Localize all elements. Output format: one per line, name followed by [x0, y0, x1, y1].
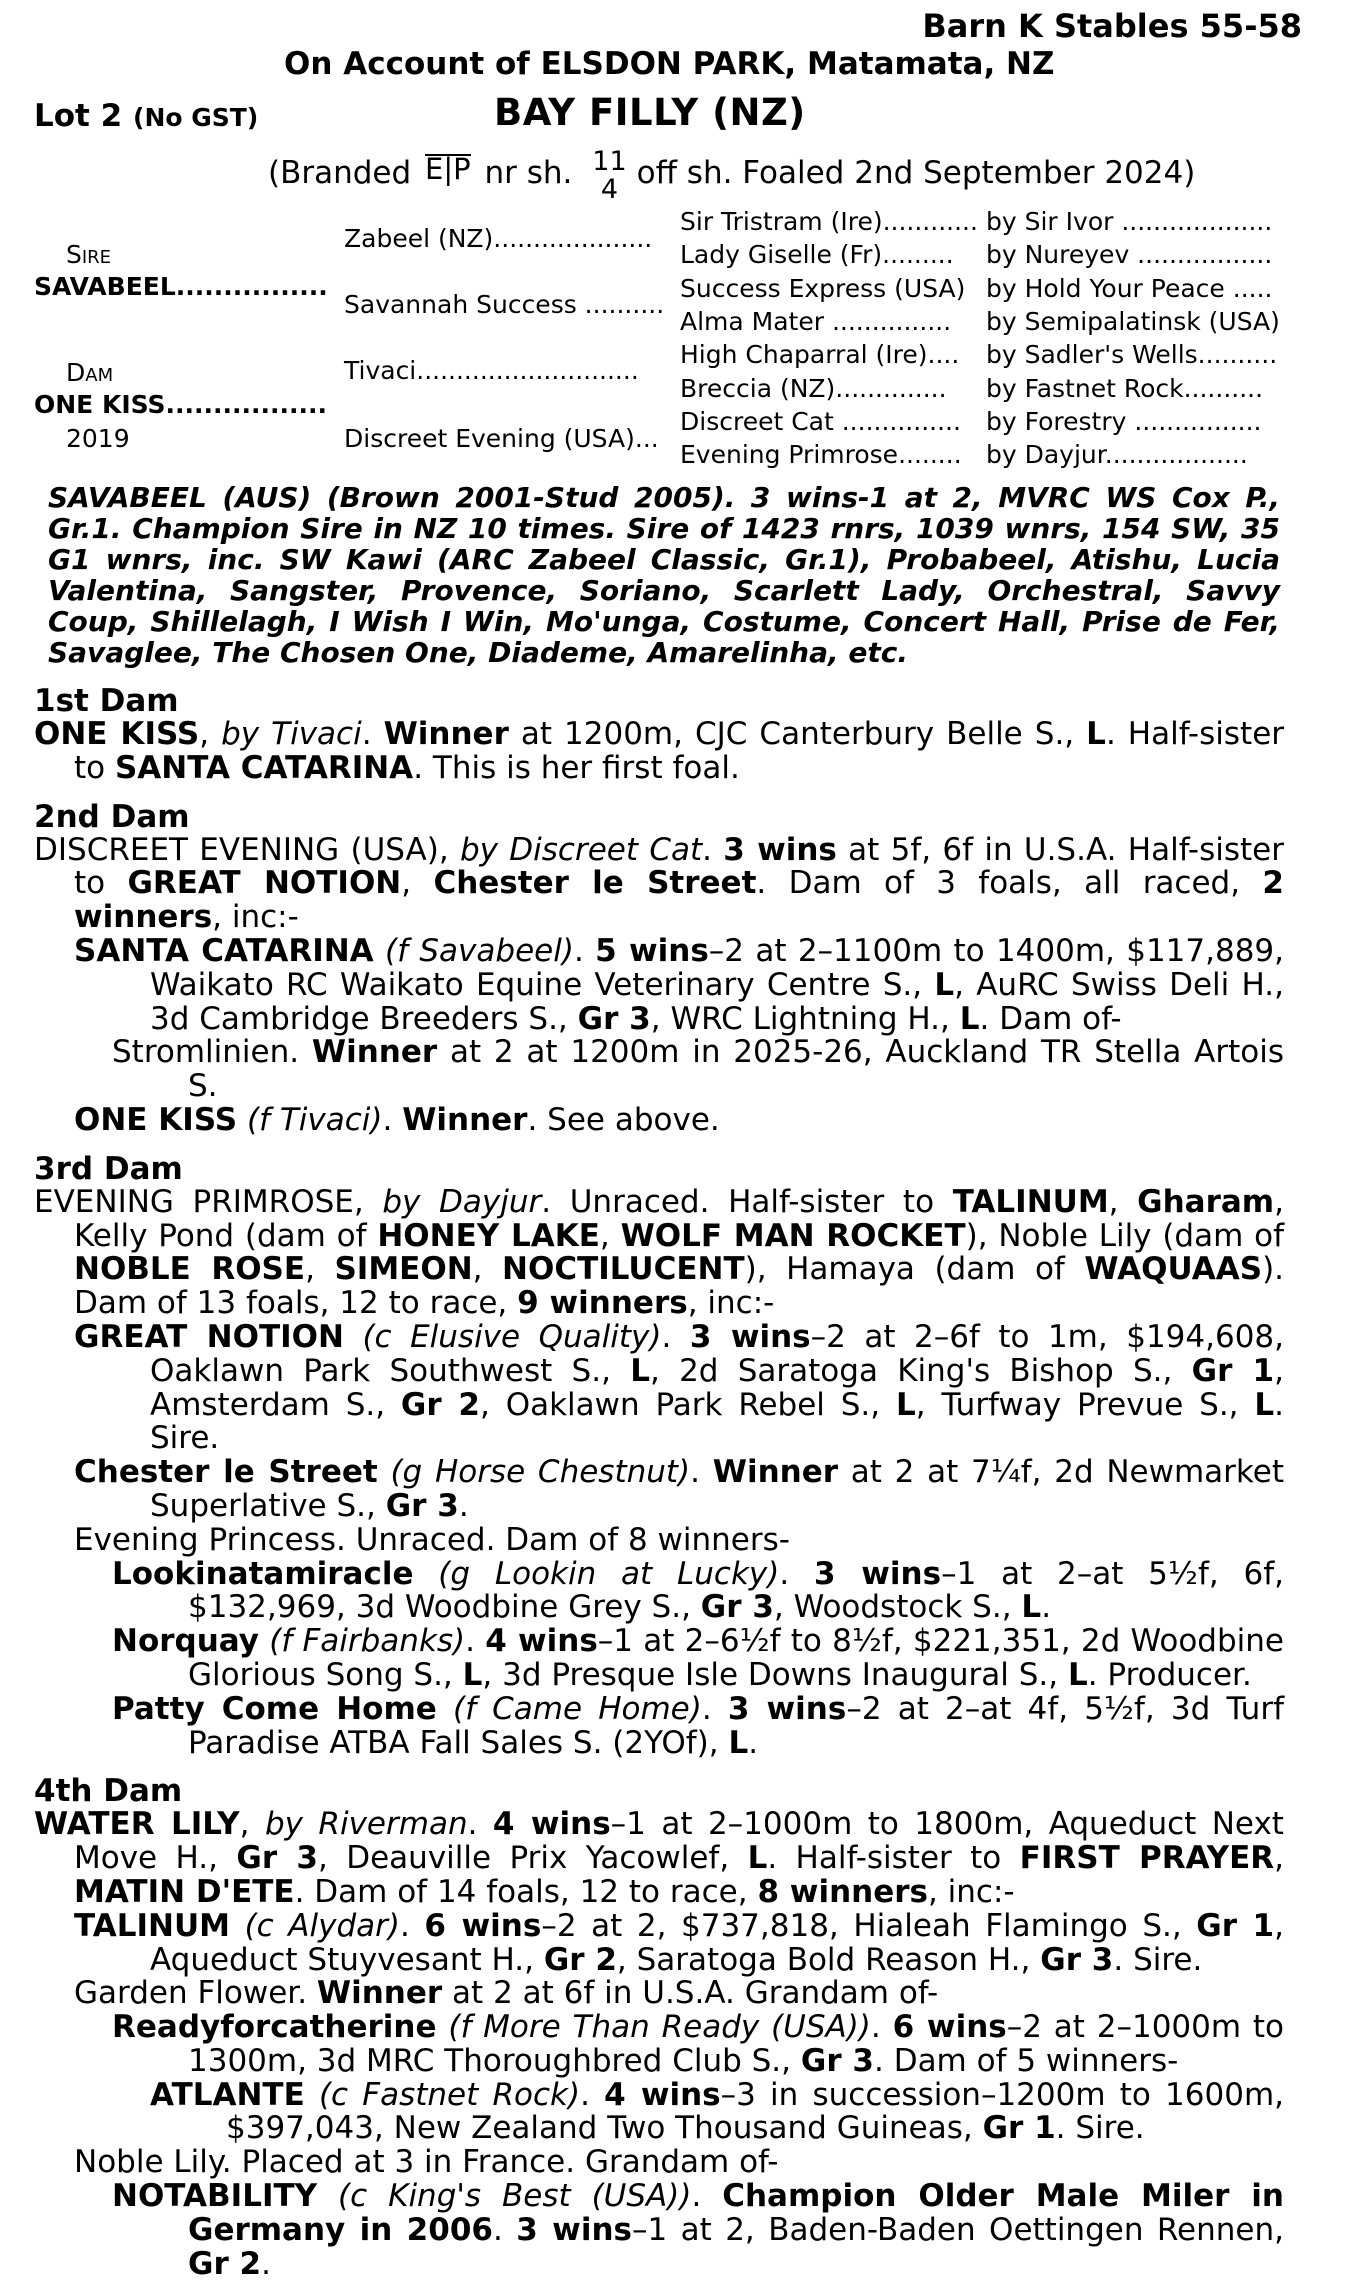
- pedigree-gen3: High Chaparral (Ire)....: [680, 340, 960, 369]
- first-dam-heading: 1st Dam: [34, 683, 179, 719]
- produce-entry: Stromlinien. Winner at 2 at 1200m in 2025-26, Auckland TR Stella Artois S.: [112, 1034, 1284, 1105]
- produce-entry: NOTABILITY (c King's Best (USA)). Champion Older Male Miler in Germany in 2006. 3 wins–1 at 2, Baden-Baden Oettingen Rennen, Gr 2.: [112, 2178, 1284, 2282]
- pedigree-gen3: Alma Mater ...............: [680, 307, 952, 336]
- produce-entry: Chester le Street (g Horse Chestnut). Winner at 2 at 7¼f, 2d Newmarket Superlative S., Gr 3.: [74, 1454, 1284, 1524]
- third-dam-heading: 3rd Dam: [34, 1150, 183, 1187]
- near-shoulder: nr sh.: [484, 155, 573, 191]
- lot-number: [34, 100, 258, 135]
- produce-entry: Patty Come Home (f Came Home). 3 wins–2 at 2–at 4f, 5½f, 3d Turf Paradise ATBA Fall Sales S. (2YOf), L.: [112, 1690, 1284, 1761]
- pedigree-gen4: by Hold Your Peace .....: [986, 274, 1273, 303]
- pedigree-gen4: by Semipalatinsk (USA): [986, 307, 1280, 336]
- dam-year: 2019: [66, 424, 130, 453]
- pedigree-gen2: Savannah Success ..........: [344, 290, 665, 319]
- pedigree-gen3: Evening Primrose........: [680, 440, 962, 469]
- produce-entry: Readyforcatherine (f More Than Ready (USA)). 6 wins–2 at 2–1000m to 1300m, 3d MRC Thoroughbred Club S., Gr 3. Dam of 5 winners-: [112, 2009, 1285, 2079]
- produce-entry: Garden Flower. Winner at 2 at 6f in U.S.A. Grandam of-: [74, 1975, 939, 2012]
- lot-gst: (No GST): [133, 103, 259, 132]
- branded-open: (Branded: [268, 155, 412, 191]
- first-dam-entry: ONE KISS, by Tivaci. Winner at 1200m, CJC Canterbury Belle S., L. Half-sister to SANTA CATARINA. This is her first foal.: [34, 716, 1285, 786]
- pedigree-gen4: by Sir Ivor ...................: [986, 207, 1273, 236]
- sire-summary: SAVABEEL (AUS) (Brown 2001-Stud 2005). 3 wins-1 at 2, MVRC WS Cox P., Gr.1. Champion Sire in NZ 10 times. Sire of 1423 rnrs, 1039 wnrs, 154 SW, 35 G1 wnrs, inc. SW Kawi (ARC Zabeel Classic, Gr.1), Probabeel, Atishu, Lucia Valentina, Sangster, Provence, Soriano, Scarlett Lady, Orchestral, Savvy Coup, Shillelagh, I Wish I Win, Mo'unga, Costume, Concert Hall, Prise de Fer, Savaglee, The Chosen One, Diademe, Amarelinha, etc.: [48, 481, 1280, 669]
- fourth-dam-heading: 4th Dam: [34, 1773, 183, 1810]
- pedigree-gen2: Tivaci............................: [344, 356, 639, 385]
- pedigree-gen2: Discreet Evening (USA)...: [344, 424, 659, 453]
- produce-entry: GREAT NOTION (c Elusive Quality). 3 wins–2 at 2–6f to 1m, $194,608, Oaklawn Park Southwest S., L, 2d Saratoga King's Bishop S., Gr 1, Amsterdam S., Gr 2, Oaklawn Park Rebel S., L, Turfway Prevue S., L. Sire.: [74, 1318, 1284, 1457]
- pedigree-gen4: by Nureyev .................: [986, 240, 1273, 269]
- produce-entry: Norquay (f Fairbanks). 4 wins–1 at 2–6½f to 8½f, $221,351, 2d Woodbine Glorious Song S., L, 3d Presque Isle Downs Inaugural S., L. Producer.: [112, 1623, 1284, 1693]
- pedigree-gen2: Zabeel (NZ)....................: [344, 224, 653, 253]
- pedigree-gen4: by Sadler's Wells..........: [986, 340, 1278, 369]
- foaled-date: off sh. Foaled 2nd September 2024): [636, 155, 1196, 191]
- dam-lines: [34, 684, 1284, 2281]
- produce-entry: TALINUM (c Alydar). 6 wins–2 at 2, $737,818, Hialeah Flamingo S., Gr 1, Aqueduct Stuyvesant H., Gr 2, Saratoga Bold Reason H., Gr 3. Sire.: [74, 1907, 1284, 1978]
- third-dam-entry: EVENING PRIMROSE, by Dayjur. Unraced. Half-sister to TALINUM, Gharam, Kelly Pond (dam of HONEY LAKE, WOLF MAN ROCKET), Noble Lily (dam of NOBLE ROSE, SIMEON, NOCTILUCENT), Hamaya (dam of WAQUAAS). Dam of 13 foals, 12 to race, 9 winners, inc:-: [34, 1183, 1285, 1322]
- sire-name: SAVABEEL................: [34, 272, 328, 301]
- pedigree-gen4: by Forestry ................: [986, 407, 1262, 436]
- brand-mark-icon: E|P: [425, 152, 471, 186]
- lot-label: Lot 2: [34, 98, 123, 134]
- produce-entry: Evening Princess. Unraced. Dam of 8 winners-: [74, 1521, 790, 1558]
- dam-name: ONE KISS.................: [34, 390, 327, 419]
- produce-entry: Noble Lily. Placed at 3 in France. Grandam of-: [74, 2144, 779, 2181]
- pedigree-gen3: Lady Giselle (Fr).........: [680, 240, 954, 269]
- pedigree-gen3: Discreet Cat ...............: [680, 407, 961, 436]
- second-dam-heading: 2nd Dam: [34, 798, 190, 835]
- produce-entry: SANTA CATARINA (f Savabeel). 5 wins–2 at 2–1100m to 1400m, $117,889, Waikato RC Waikato Equine Veterinary Centre S., L, AuRC Swiss Deli H., 3d Cambridge Breeders S., Gr 3, WRC Lightning H., L. Dam of-: [74, 932, 1284, 1037]
- produce-entry: Lookinatamiracle (g Lookin at Lucky). 3 wins–1 at 2–at 5½f, 6f, $132,969, 3d Woodbine Grey S., Gr 3, Woodstock S., L.: [112, 1555, 1284, 1626]
- brand-line: [268, 148, 1195, 204]
- pedigree-gen3: Breccia (NZ)..............: [680, 374, 947, 403]
- horse-title: BAY FILLY (NZ): [494, 91, 806, 134]
- second-dam-entry: DISCREET EVENING (USA), by Discreet Cat. 3 wins at 5f, 6f in U.S.A. Half-sister to GREAT NOTION, Chester le Street. Dam of 3 foals, all raced, 2 winners, inc:-: [34, 831, 1284, 936]
- sire-label: Sire: [66, 240, 112, 269]
- pedigree-gen3: Sir Tristram (Ire)............: [680, 207, 978, 236]
- vendor-account: On Account of ELSDON PARK, Matamata, NZ: [284, 46, 1055, 82]
- fourth-dam-entry: WATER LILY, by Riverman. 4 wins–1 at 2–1000m to 1800m, Aqueduct Next Move H., Gr 3, Deauville Prix Yacowlef, L. Half-sister to FIRST PRAYER, MATIN D'ETE. Dam of 14 foals, 12 to race, 8 winners, inc:-: [34, 1806, 1284, 1910]
- dam-label: Dam: [66, 358, 114, 387]
- produce-entry: ATLANTE (c Fastnet Rock). 4 wins–3 in succession–1200m to 1600m, $397,043, New Zealand Two Thousand Guineas, Gr 1. Sire.: [150, 2076, 1284, 2147]
- pedigree-gen4: by Dayjur..................: [986, 440, 1248, 469]
- barn-location: Barn K Stables 55-58: [922, 7, 1302, 45]
- produce-entry: ONE KISS (f Tivaci). Winner. See above.: [74, 1101, 720, 1138]
- pedigree-gen3: Success Express (USA): [680, 274, 966, 303]
- brand-fraction: 11 4: [592, 146, 627, 205]
- pedigree-gen4: by Fastnet Rock..........: [986, 374, 1264, 403]
